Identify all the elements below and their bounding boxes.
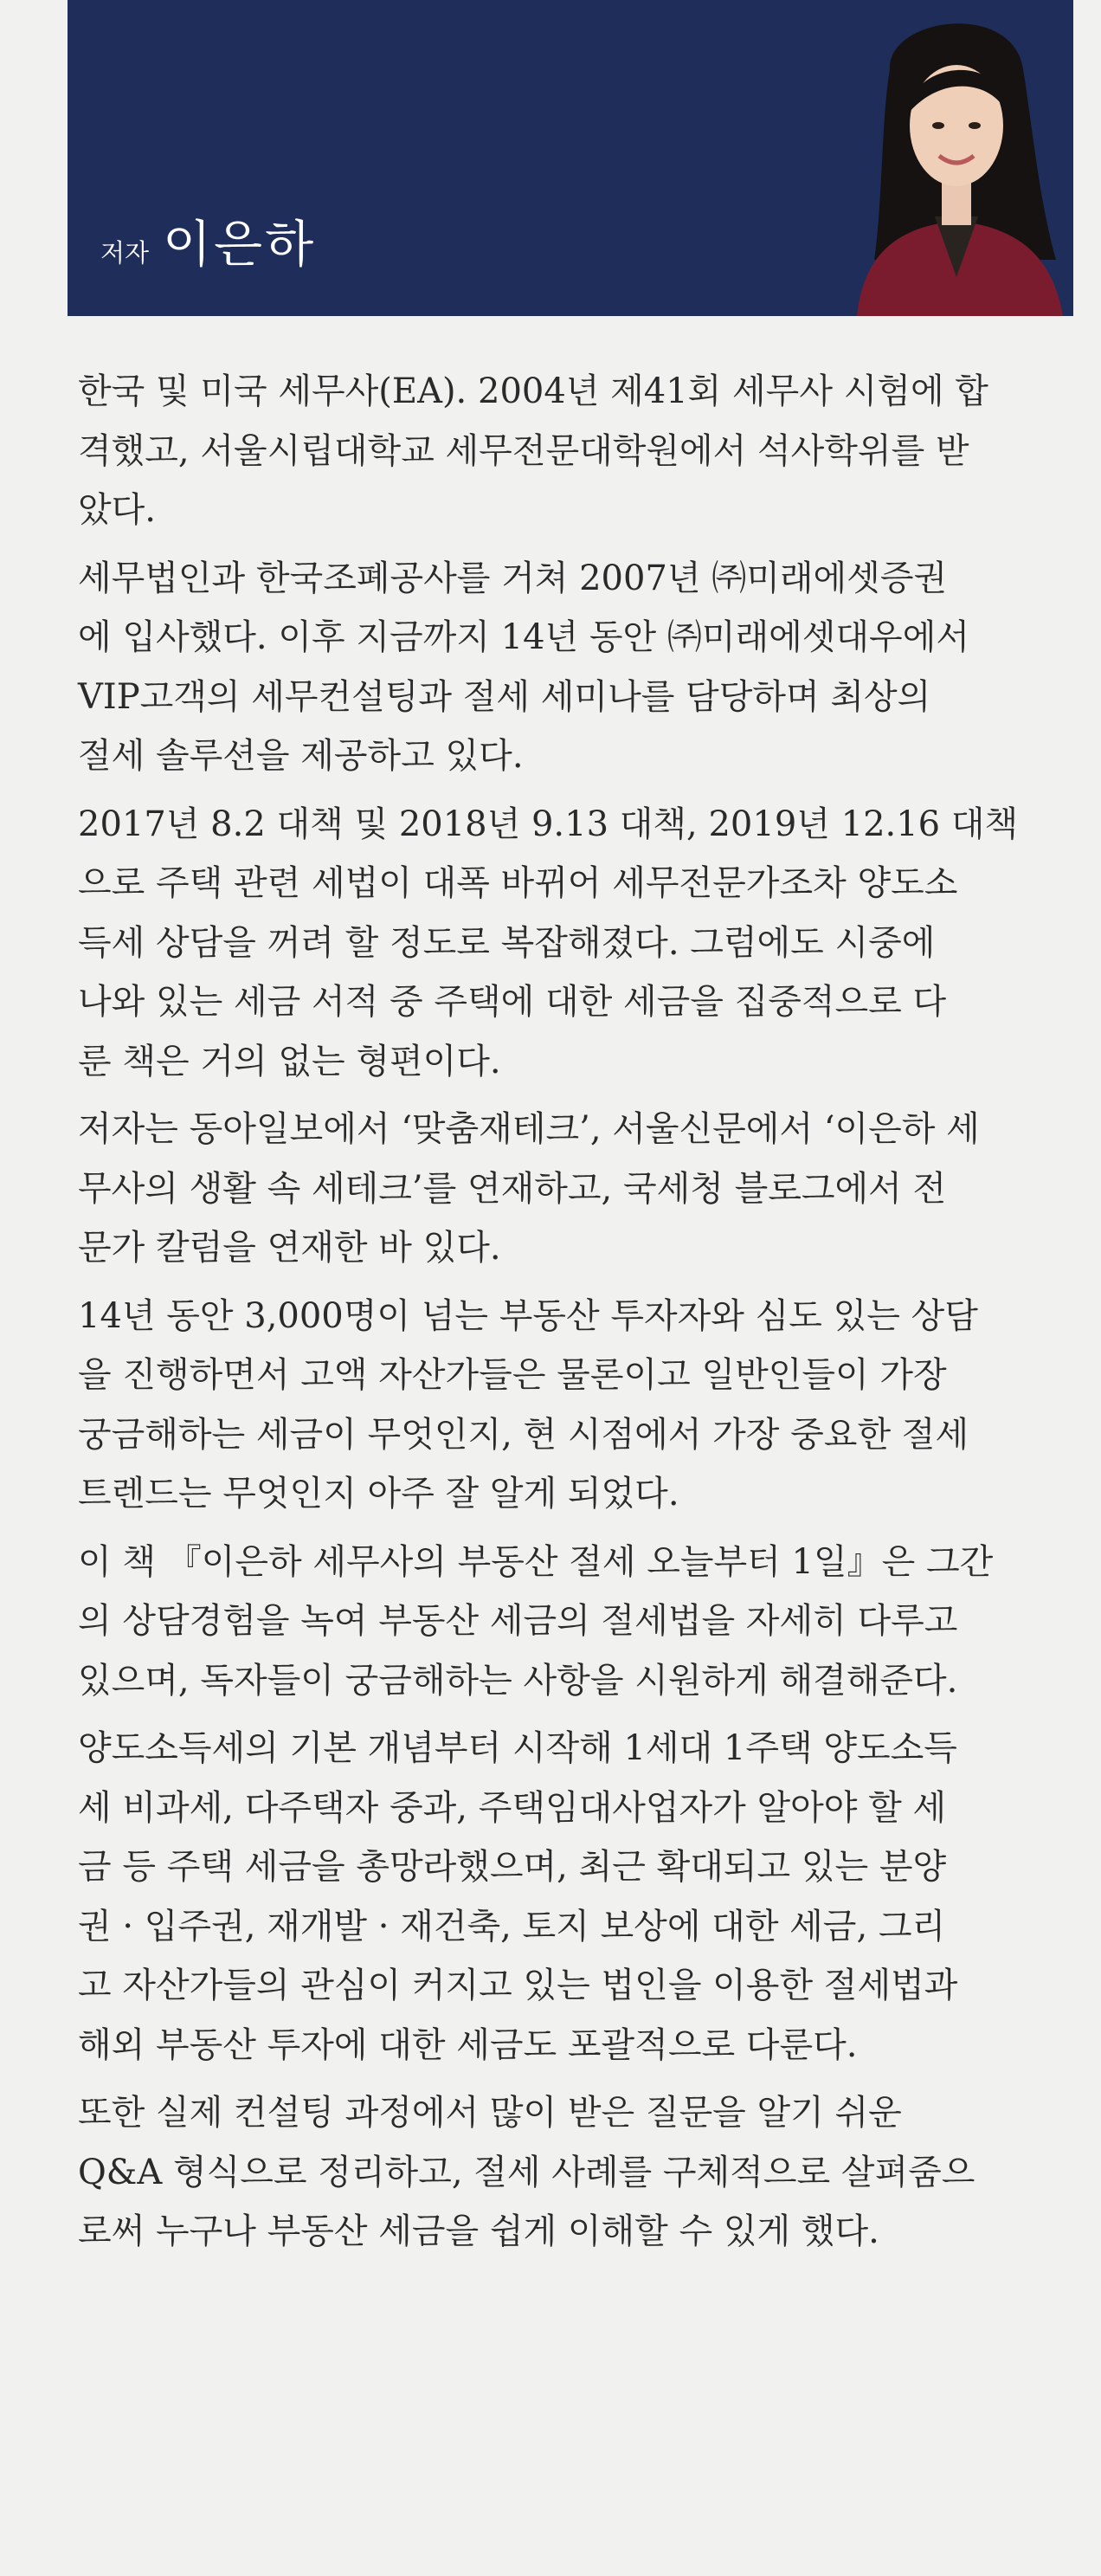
text-line: 고 자산가들의 관심이 커지고 있는 법인을 이용한 절세법과 xyxy=(78,1966,958,2005)
text-line: 양도소득세의 기본 개념부터 시작해 1세대 1주택 양도소득 xyxy=(78,1728,957,1768)
text-line: 트렌드는 무엇인지 아주 잘 알게 되었다. xyxy=(78,1474,679,1514)
text-line: 을 진행하면서 고액 자산가들은 물론이고 일반인들이 가장 xyxy=(78,1355,947,1395)
text-line: 으로 주택 관련 세법이 대폭 바뀌어 세무전문가조차 양도소 xyxy=(78,863,958,903)
text-line: 룬 책은 거의 없는 형편이다. xyxy=(78,1041,501,1081)
bio-paragraph xyxy=(78,1533,1073,1711)
text-line: 로써 누구나 부동산 세금을 쉽게 이해할 수 있게 했다. xyxy=(78,2211,879,2251)
author-name: 이은하 xyxy=(163,215,317,274)
bio-paragraph xyxy=(78,362,1073,540)
text-line: 나와 있는 세금 서적 중 주택에 대한 세금을 집중적으로 다 xyxy=(78,982,947,1022)
text-line: 문가 칼럼을 연재한 바 있다. xyxy=(78,1228,501,1268)
author-biography xyxy=(78,362,1073,2270)
text-line: 격했고, 서울시립대학교 세무전문대학원에서 석사학위를 받 xyxy=(78,430,969,471)
author-caption: 저자 xyxy=(100,238,150,268)
text-line: 의 상담경험을 녹여 부동산 세금의 절세법을 자세히 다루고 xyxy=(78,1601,958,1641)
text-line: 절세 솔루션을 제공하고 있다. xyxy=(78,736,524,776)
text-line: 해외 부동산 투자에 대한 세금도 포괄적으로 다룬다. xyxy=(78,2024,858,2065)
author-label xyxy=(100,203,316,276)
text-line: 14년 동안 3,000명이 넘는 부동산 투자자와 심도 있는 상담 xyxy=(78,1295,978,1336)
text-line: 세 비과세, 다주택자 중과, 주택임대사업자가 알아야 할 세 xyxy=(78,1787,947,1828)
text-line: 무사의 생활 속 세테크’를 연재하고, 국세청 블로그에서 전 xyxy=(78,1168,947,1209)
author-photo xyxy=(840,0,1073,316)
text-line: 권 · 입주권, 재개발 · 재건축, 토지 보상에 대한 세금, 그리 xyxy=(78,1906,946,1947)
text-line: 또한 실제 컨설팅 과정에서 많이 받은 질문을 알기 쉬운 xyxy=(78,2093,902,2133)
bio-paragraph xyxy=(78,795,1073,1092)
bio-paragraph xyxy=(78,549,1073,786)
text-line: 한국 및 미국 세무사(EA). 2004년 제41회 세무사 시험에 합 xyxy=(78,371,988,411)
text-line: 이 책 『이은하 세무사의 부동산 절세 오늘부터 1일』은 그간 xyxy=(78,1541,994,1582)
text-line: 세무법인과 한국조폐공사를 거쳐 2007년 ㈜미래에셋증권 xyxy=(78,558,948,598)
bio-paragraph xyxy=(78,2083,1073,2262)
author-banner xyxy=(68,0,1073,316)
text-line: 에 입사했다. 이후 지금까지 14년 동안 ㈜미래에셋대우에서 xyxy=(78,617,969,657)
bio-paragraph xyxy=(78,1100,1073,1278)
bio-paragraph xyxy=(78,1719,1073,2075)
text-line: 득세 상담을 꺼려 할 정도로 복잡해졌다. 그럼에도 시중에 xyxy=(78,922,936,963)
text-line: Q&A 형식으로 정리하고, 절세 사례를 구체적으로 살펴줌으 xyxy=(78,2152,975,2192)
text-line: 저자는 동아일보에서 ‘맞춤재테크’, 서울신문에서 ‘이은하 세 xyxy=(78,1109,980,1149)
bio-paragraph xyxy=(78,1287,1073,1524)
text-line: VIP고객의 세무컨설팅과 절세 세미나를 담당하며 최상의 xyxy=(78,676,931,717)
text-line: 2017년 8.2 대책 및 2018년 9.13 대책, 2019년 12.16 대책 xyxy=(78,804,1019,844)
text-line: 있으며, 독자들이 궁금해하는 사항을 시원하게 해결해준다. xyxy=(78,1660,958,1701)
text-line: 금 등 주택 세금을 총망라했으며, 최근 확대되고 있는 분양 xyxy=(78,1847,947,1887)
text-line: 궁금해하는 세금이 무엇인지, 현 시점에서 가장 중요한 절세 xyxy=(78,1414,969,1455)
text-line: 았다. xyxy=(78,490,156,530)
